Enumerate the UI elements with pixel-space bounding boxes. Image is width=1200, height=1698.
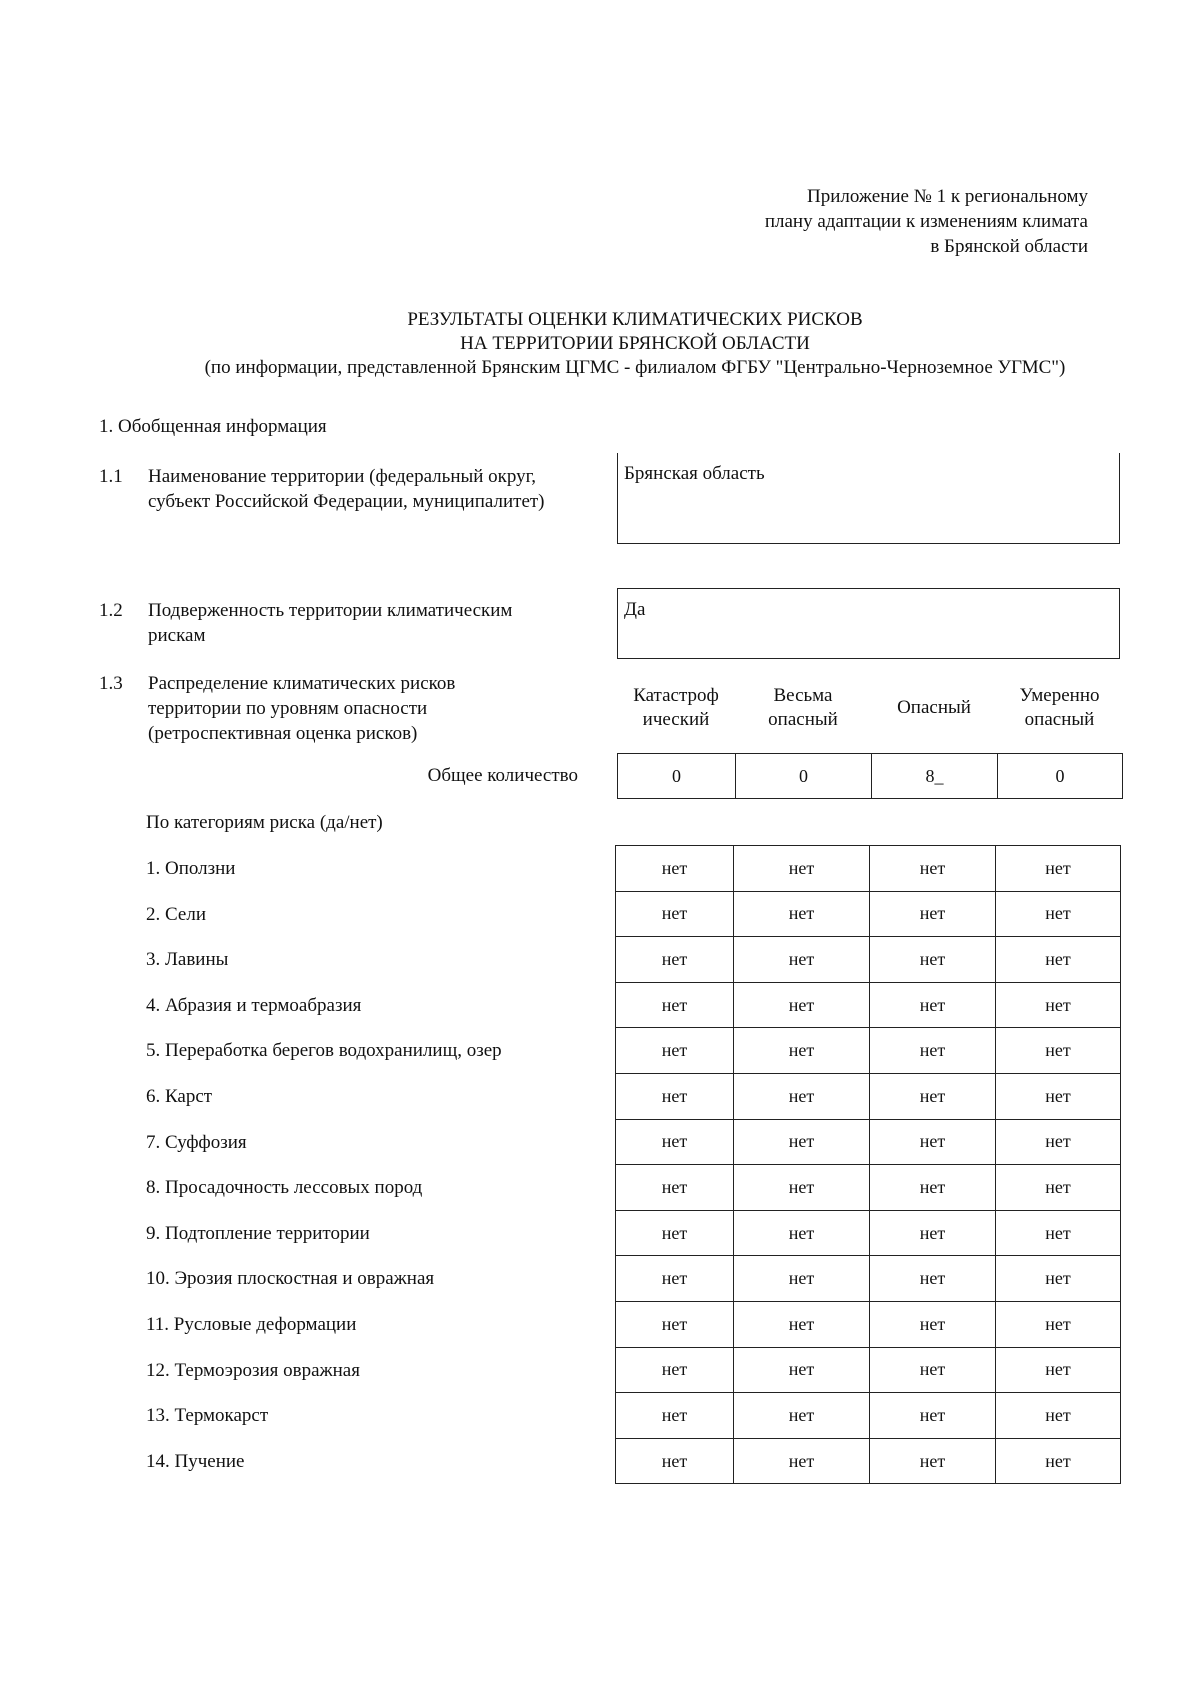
risk-category-row — [616, 1073, 1121, 1119]
risk-cell-moderately-dangerous: нет — [996, 1028, 1121, 1074]
risk-cell-catastrophic: нет — [616, 1073, 734, 1119]
title-subtitle: (по информации, представленной Брянским ЦГМС - филиалом ФГБУ "Центрально-Черноземное УГМС") — [204, 357, 1066, 378]
risk-category-name: 8. Просадочность лессовых пород — [146, 1177, 423, 1199]
risk-exposure-value: Да — [624, 599, 646, 620]
risk-cell-moderately-dangerous: нет — [996, 1301, 1121, 1347]
territory-name-value: Брянская область — [624, 463, 765, 484]
risk-cell-very-dangerous: нет — [734, 1073, 870, 1119]
risk-category-row — [616, 937, 1121, 983]
risk-category-row — [616, 1028, 1121, 1074]
risk-category-name: 7. Суффозия — [146, 1131, 247, 1153]
risk-cell-catastrophic: нет — [616, 1347, 734, 1393]
risk-cell-dangerous: нет — [870, 1256, 996, 1302]
item-label-1-3-line-2: территории по уровням опасности — [148, 698, 428, 719]
appendix-line-2: плану адаптации к изменениям климата — [764, 211, 1088, 232]
risk-cell-dangerous: нет — [870, 846, 996, 892]
risk-cell-dangerous: нет — [870, 1073, 996, 1119]
item-label-1-2-line-2: рискам — [148, 625, 206, 646]
risk-cell-catastrophic: нет — [616, 982, 734, 1028]
risk-cell-catastrophic: нет — [616, 846, 734, 892]
totals-row — [618, 754, 1123, 799]
item-label-1-3-line-3: (ретроспективная оценка рисков) — [148, 723, 418, 744]
risk-cell-moderately-dangerous: нет — [996, 1256, 1121, 1302]
risk-cell-moderately-dangerous: нет — [996, 1073, 1121, 1119]
risk-cell-moderately-dangerous: нет — [996, 1165, 1121, 1211]
column-header-moderately-dangerous — [997, 684, 1122, 732]
item-label-1-1-line-1: Наименование территории (федеральный округ, — [148, 466, 537, 487]
risk-category-name: 14. Пучение — [146, 1450, 245, 1472]
section-heading: 1. Обобщенная информация — [99, 416, 327, 437]
appendix-line-1: Приложение № 1 к региональному — [807, 186, 1088, 207]
item-label-1-3 — [148, 671, 455, 746]
risk-category-row — [616, 1210, 1121, 1256]
risk-cell-very-dangerous: нет — [734, 937, 870, 983]
risk-category-row — [616, 1165, 1121, 1211]
territory-name-box — [617, 453, 1120, 544]
column-header-dangerous-line-1: Опасный — [897, 697, 971, 718]
risk-cell-moderately-dangerous: нет — [996, 982, 1121, 1028]
risk-cell-catastrophic: нет — [616, 1165, 734, 1211]
totals-table — [617, 753, 1123, 799]
risk-cell-dangerous: нет — [870, 891, 996, 937]
total-catastrophic: 0 — [618, 754, 736, 799]
appendix-line-3: в Брянской области — [930, 236, 1088, 257]
risk-cell-very-dangerous: нет — [734, 891, 870, 937]
column-header-catastrophic-line-1: Катастроф — [633, 685, 719, 706]
risk-category-name: 4. Абразия и термоабразия — [146, 994, 362, 1016]
risk-category-row — [616, 891, 1121, 937]
risk-cell-dangerous: нет — [870, 1028, 996, 1074]
risk-cell-catastrophic: нет — [616, 891, 734, 937]
risk-cell-dangerous: нет — [870, 982, 996, 1028]
title-line-1: РЕЗУЛЬТАТЫ ОЦЕНКИ КЛИМАТИЧЕСКИХ РИСКОВ — [407, 309, 863, 330]
risk-category-name: 12. Термоэрозия овражная — [146, 1359, 360, 1381]
risk-category-table — [615, 845, 1121, 1484]
risk-cell-very-dangerous: нет — [734, 982, 870, 1028]
risk-cell-catastrophic: нет — [616, 937, 734, 983]
risk-cell-very-dangerous: нет — [734, 1438, 870, 1484]
document-title — [0, 308, 1200, 380]
column-header-catastrophic-line-2: ический — [642, 709, 710, 730]
risk-cell-dangerous: нет — [870, 937, 996, 983]
column-header-catastrophic — [617, 684, 735, 732]
total-dangerous: 8_ — [872, 754, 998, 799]
risk-category-name: 5. Переработка берегов водохранилищ, озер — [146, 1040, 502, 1062]
item-label-1-2 — [148, 598, 512, 648]
risk-cell-catastrophic: нет — [616, 1438, 734, 1484]
risk-cell-moderately-dangerous: нет — [996, 1119, 1121, 1165]
column-header-very-dangerous-line-1: Весьма — [773, 685, 833, 706]
risk-cell-very-dangerous: нет — [734, 1028, 870, 1074]
risk-cell-dangerous: нет — [870, 1210, 996, 1256]
item-number-1-2: 1.2 — [99, 600, 123, 621]
risk-cell-very-dangerous: нет — [734, 1165, 870, 1211]
risk-category-name: 6. Карст — [146, 1086, 213, 1107]
column-header-very-dangerous-line-2: опасный — [768, 709, 838, 730]
total-moderately-dangerous: 0 — [998, 754, 1123, 799]
risk-category-row — [616, 846, 1121, 892]
risk-category-row — [616, 982, 1121, 1028]
column-header-moderately-dangerous-line-2: опасный — [1024, 709, 1095, 730]
risk-cell-very-dangerous: нет — [734, 1119, 870, 1165]
risk-cell-moderately-dangerous: нет — [996, 937, 1121, 983]
item-label-1-3-line-1: Распределение климатических рисков — [148, 673, 456, 694]
risk-category-name: 10. Эрозия плоскостная и овражная — [146, 1268, 435, 1290]
risk-cell-very-dangerous: нет — [734, 1256, 870, 1302]
risk-cell-moderately-dangerous: нет — [996, 891, 1121, 937]
total-count-label: Общее количество — [427, 765, 578, 786]
item-label-1-2-line-1: Подверженность территории климатическим — [148, 600, 513, 621]
risk-cell-catastrophic: нет — [616, 1393, 734, 1439]
item-label-1-1-line-2: субъект Российской Федерации, муниципалитет) — [148, 491, 545, 512]
risk-cell-catastrophic: нет — [616, 1256, 734, 1302]
risk-cell-moderately-dangerous: нет — [996, 1438, 1121, 1484]
risk-cell-moderately-dangerous: нет — [996, 846, 1121, 892]
total-very-dangerous: 0 — [736, 754, 872, 799]
risk-cell-dangerous: нет — [870, 1347, 996, 1393]
item-number-1-3: 1.3 — [99, 673, 123, 694]
risk-cell-catastrophic: нет — [616, 1301, 734, 1347]
item-label-1-1 — [148, 464, 545, 514]
item-number-1-1: 1.1 — [99, 466, 123, 487]
risk-category-row — [616, 1119, 1121, 1165]
risk-cell-catastrophic: нет — [616, 1119, 734, 1165]
column-header-dangerous — [871, 696, 997, 720]
risk-category-row — [616, 1393, 1121, 1439]
risk-cell-very-dangerous: нет — [734, 846, 870, 892]
risk-cell-dangerous: нет — [870, 1301, 996, 1347]
risk-cell-very-dangerous: нет — [734, 1347, 870, 1393]
risk-cell-dangerous: нет — [870, 1165, 996, 1211]
risk-cell-very-dangerous: нет — [734, 1301, 870, 1347]
appendix-note — [765, 184, 1088, 259]
risk-category-row — [616, 1301, 1121, 1347]
risk-cell-catastrophic: нет — [616, 1210, 734, 1256]
risk-category-row — [616, 1438, 1121, 1484]
risk-cell-very-dangerous: нет — [734, 1210, 870, 1256]
risk-category-row — [616, 1347, 1121, 1393]
risk-cell-moderately-dangerous: нет — [996, 1347, 1121, 1393]
risk-cell-very-dangerous: нет — [734, 1393, 870, 1439]
risk-cell-catastrophic: нет — [616, 1028, 734, 1074]
risk-category-name: 11. Русловые деформации — [146, 1314, 357, 1335]
risk-category-name: 3. Лавины — [146, 949, 229, 971]
risk-category-name: 1. Оползни — [146, 858, 236, 879]
risk-category-row — [616, 1256, 1121, 1302]
by-category-label: По категориям риска (да/нет) — [146, 812, 383, 833]
title-line-2: НА ТЕРРИТОРИИ БРЯНСКОЙ ОБЛАСТИ — [460, 333, 810, 354]
risk-category-name: 9. Подтопление территории — [146, 1222, 370, 1244]
column-header-moderately-dangerous-line-1: Умеренно — [1019, 685, 1100, 706]
risk-category-name: 2. Сели — [146, 903, 206, 925]
risk-cell-moderately-dangerous: нет — [996, 1210, 1121, 1256]
risk-cell-moderately-dangerous: нет — [996, 1393, 1121, 1439]
risk-cell-dangerous: нет — [870, 1393, 996, 1439]
risk-exposure-box — [617, 588, 1120, 659]
risk-cell-dangerous: нет — [870, 1119, 996, 1165]
column-header-very-dangerous — [735, 684, 871, 732]
risk-category-name: 13. Термокарст — [146, 1405, 269, 1427]
risk-cell-dangerous: нет — [870, 1438, 996, 1484]
